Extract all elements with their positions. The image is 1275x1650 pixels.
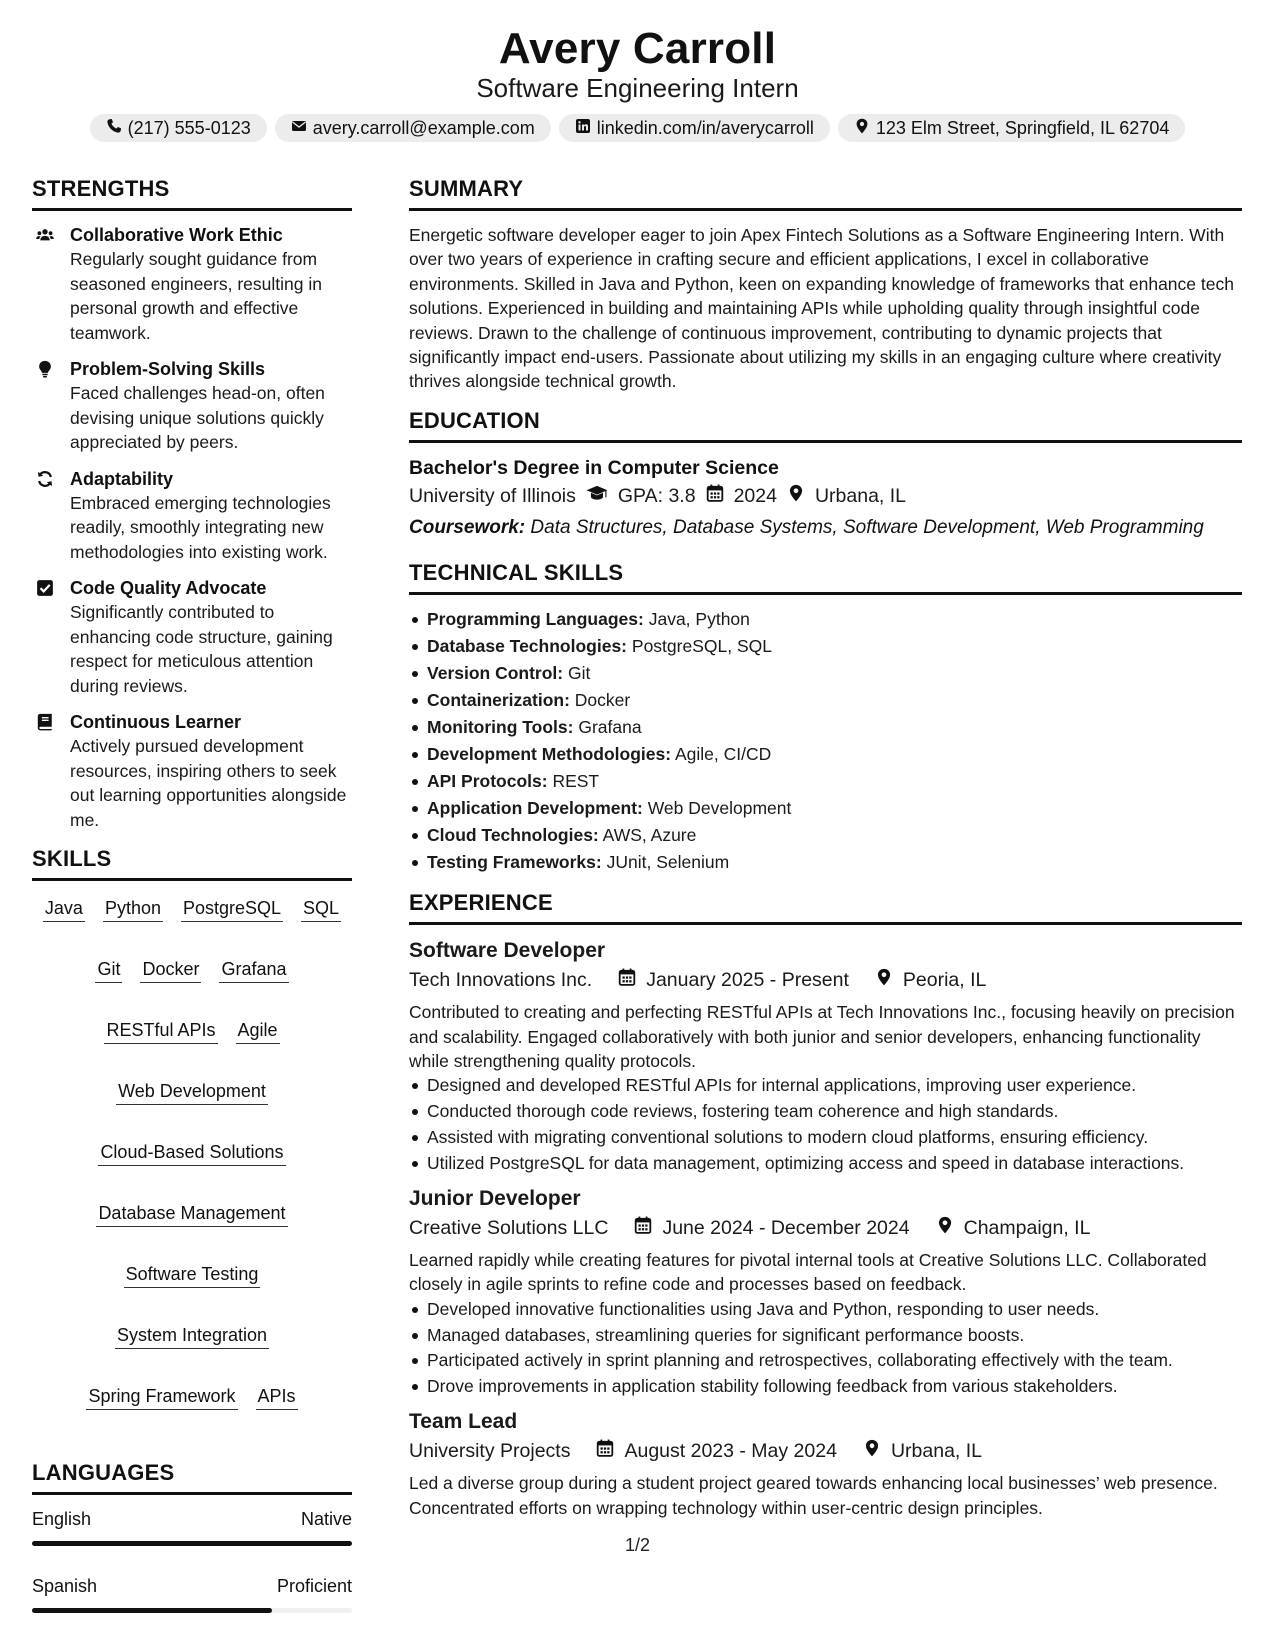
job-location: Peoria, IL xyxy=(902,969,987,992)
experience-section xyxy=(409,890,1242,1520)
education-heading: EDUCATION xyxy=(409,408,1242,443)
map-pin-icon xyxy=(875,965,893,995)
calendar-icon xyxy=(634,1213,652,1243)
school-name: University of Illinois xyxy=(409,484,576,507)
experience-heading: EXPERIENCE xyxy=(409,890,1242,925)
skill-chip: Python xyxy=(103,895,163,922)
education-meta xyxy=(409,481,1242,511)
job-entry xyxy=(409,1185,1242,1398)
coursework xyxy=(409,515,1242,540)
tech-skill-item: Cloud Technologies: AWS, Azure xyxy=(409,823,1242,847)
job-meta xyxy=(409,1213,1242,1243)
technical-skills-list xyxy=(409,607,1242,874)
skills-list xyxy=(32,893,352,1410)
users-icon xyxy=(36,226,54,345)
summary-heading: SUMMARY xyxy=(409,176,1242,211)
job-bullets xyxy=(409,1297,1242,1399)
summary-section xyxy=(409,176,1242,394)
job-meta xyxy=(409,965,1242,995)
tech-skill-item: Version Control: Git xyxy=(409,661,1242,685)
tech-skill-item: Application Development: Web Development xyxy=(409,796,1242,820)
calendar-icon xyxy=(706,481,724,511)
email-contact[interactable] xyxy=(275,114,551,142)
job-entry xyxy=(409,937,1242,1175)
candidate-role: Software Engineering Intern xyxy=(476,73,799,103)
skill-chip: System Integration xyxy=(115,1322,269,1349)
tech-skill-item: Testing Frameworks: JUnit, Selenium xyxy=(409,850,1242,874)
skill-chip: Web Development xyxy=(116,1078,268,1105)
job-location: Urbana, IL xyxy=(890,1440,983,1463)
tech-skill-item: Database Technologies: PostgreSQL, SQL xyxy=(409,634,1242,658)
job-bullet: Participated actively in sprint planning and retrospectives, collaborating effectively with the team. xyxy=(409,1348,1242,1372)
education-location: Urbana, IL xyxy=(814,484,907,507)
job-description: Led a diverse group during a student project geared towards enhancing local businesses’ web presence. Concentrated efforts on wrapping technology within user-centric design principles. xyxy=(409,1473,1218,1518)
tech-skill-item: Programming Languages: Java, Python xyxy=(409,607,1242,631)
strengths-heading: STRENGTHS xyxy=(32,176,352,211)
contact-bar xyxy=(0,114,1275,142)
company-name: Tech Innovations Inc. xyxy=(409,969,593,992)
strength-title: Problem-Solving Skills xyxy=(70,359,266,379)
skill-chip: Java xyxy=(43,895,85,922)
summary-text: Energetic software developer eager to join Apex Fintech Solutions as a Software Engineering Intern. With over two years of experience in crafting secure and efficient applications, I excel in collaborative environments. Skilled in Java and Python, keen on expanding knowledge of frameworks that enhance tech solutions. Experienced in building and maintaining APIs while upholding quality through insightful code reviews. Drawn to the challenge of continuous improvement, contributing to dynamic projects that significantly impact end-users. Passionate about utilizing my skills in an engaging culture where creativity thrives alongside technical growth. xyxy=(409,225,1234,392)
skill-chip: Database Management xyxy=(96,1200,287,1227)
skill-chip: Agile xyxy=(236,1017,280,1044)
tech-skill-item: API Protocols: REST xyxy=(409,769,1242,793)
strength-title: Code Quality Advocate xyxy=(70,578,267,598)
job-bullet: Conducted thorough code reviews, fostering team coherence and high standards. xyxy=(409,1099,1242,1123)
tech-skill-item: Development Methodologies: Agile, CI/CD xyxy=(409,742,1242,766)
company-name: University Projects xyxy=(409,1440,571,1463)
envelope-icon xyxy=(291,118,307,139)
job-title: Software Developer xyxy=(409,939,606,963)
strength-title: Adaptability xyxy=(70,468,174,489)
skill-chip: SQL xyxy=(301,895,341,922)
linkedin-contact[interactable] xyxy=(559,114,830,142)
strengths-section xyxy=(32,176,352,832)
strength-desc: Faced challenges head-on, often devising unique solutions quickly appreciated by peers. xyxy=(70,383,325,452)
strength-desc: Embraced emerging technologies readily, smoothly integrating new methodologies into existing work. xyxy=(70,492,331,562)
language-proficiency-fill xyxy=(32,1608,272,1613)
job-meta xyxy=(409,1436,1242,1466)
language-item xyxy=(32,1574,352,1613)
education-section xyxy=(409,408,1242,540)
language-level: Proficient xyxy=(276,1576,352,1596)
linkedin-icon xyxy=(575,118,591,139)
technical-skills-heading: TECHNICAL SKILLS xyxy=(409,560,1242,595)
map-pin-icon xyxy=(936,1213,954,1243)
skills-section xyxy=(32,846,352,1410)
strength-item xyxy=(32,576,352,698)
tech-skill-item: Containerization: Docker xyxy=(409,688,1242,712)
skill-chip: Git xyxy=(95,956,122,983)
right-column xyxy=(409,176,1242,1520)
company-name: Creative Solutions LLC xyxy=(409,1216,609,1239)
skills-heading: SKILLS xyxy=(32,846,352,881)
strength-item xyxy=(32,223,352,345)
job-bullets xyxy=(409,1073,1242,1175)
skill-chip: APIs xyxy=(256,1383,298,1410)
job-bullet: Drove improvements in application stability following feedback from various stakeholders. xyxy=(409,1374,1242,1398)
job-title: Junior Developer xyxy=(409,1186,581,1210)
map-pin-icon xyxy=(787,481,805,511)
strength-item xyxy=(32,357,352,455)
tech-skill-item: Monitoring Tools: Grafana xyxy=(409,715,1242,739)
job-bullet: Managed databases, streamlining queries for significant performance boosts. xyxy=(409,1323,1242,1347)
language-name: English xyxy=(32,1509,92,1529)
technical-skills-section xyxy=(409,560,1242,874)
graduation-cap-icon xyxy=(586,481,608,511)
job-description: Learned rapidly while creating features for pivotal internal tools at Creative Solutions LLC. Collaborated closely in agile sprints to refine code and processes based on feedback. xyxy=(409,1249,1207,1295)
strength-desc: Actively pursued development resources, inspiring others to seek out learning opportunities alongside me. xyxy=(70,736,347,830)
skill-chip: PostgreSQL xyxy=(181,895,283,922)
page-number: 1/2 xyxy=(624,1535,651,1555)
job-description: Contributed to creating and perfecting RESTful APIs at Tech Innovations Inc., focusing heavily on precision and scalability. Engaged collaboratively with both junior and senior developers, enhancing functionality while strengthening quality protocols. xyxy=(409,1002,1235,1072)
left-column xyxy=(32,176,352,1641)
calendar-icon xyxy=(618,965,636,995)
coursework-label: Coursework: xyxy=(409,516,526,538)
strength-item xyxy=(32,710,352,832)
lightbulb-icon xyxy=(36,360,54,455)
skill-chip: Spring Framework xyxy=(86,1383,237,1410)
checkbox-icon xyxy=(36,579,54,698)
calendar-icon xyxy=(596,1436,614,1466)
strength-title: Continuous Learner xyxy=(70,712,242,732)
coursework-list: Data Structures, Database Systems, Software Development, Web Programming xyxy=(530,516,1204,538)
strength-desc: Regularly sought guidance from seasoned engineers, resulting in personal growth and effective teamwork. xyxy=(70,249,322,343)
strength-desc: Significantly contributed to enhancing code structure, gaining respect for meticulous attention during reviews. xyxy=(70,602,333,696)
job-entry xyxy=(409,1408,1242,1520)
strength-title: Collaborative Work Ethic xyxy=(70,225,283,245)
languages-heading: LANGUAGES xyxy=(32,1460,352,1495)
language-proficiency-bar xyxy=(32,1608,352,1613)
map-pin-icon xyxy=(863,1436,881,1466)
phone-contact[interactable] xyxy=(90,114,267,142)
skill-chip: Cloud-Based Solutions xyxy=(98,1139,285,1166)
map-pin-icon xyxy=(854,118,870,139)
skill-chip: Software Testing xyxy=(124,1261,261,1288)
phone-icon xyxy=(106,118,122,139)
job-bullet: Assisted with migrating conventional solutions to modern cloud platforms, ensuring efficiency. xyxy=(409,1125,1242,1149)
gpa-text: GPA: 3.8 xyxy=(617,484,696,507)
job-bullet: Developed innovative functionalities using Java and Python, responding to user needs. xyxy=(409,1297,1242,1321)
strength-item xyxy=(32,467,352,565)
job-dates: June 2024 - December 2024 xyxy=(662,1216,910,1239)
email-text: avery.carroll@example.com xyxy=(312,117,535,138)
phone-text: (217) 555-0123 xyxy=(127,117,251,138)
candidate-name: Avery Carroll xyxy=(498,24,777,73)
address-text: 123 Elm Street, Springfield, IL 62704 xyxy=(875,117,1170,138)
skill-chip: Docker xyxy=(140,956,201,983)
skill-chip: Grafana xyxy=(219,956,288,983)
job-title: Team Lead xyxy=(409,1410,518,1434)
book-icon xyxy=(36,713,54,832)
job-dates: August 2023 - May 2024 xyxy=(624,1440,837,1463)
language-name: Spanish xyxy=(32,1576,98,1596)
graduation-year: 2024 xyxy=(733,484,777,507)
skill-chip: RESTful APIs xyxy=(104,1017,217,1044)
job-bullet: Utilized PostgreSQL for data management, optimizing access and speed in database interactions. xyxy=(409,1151,1242,1175)
linkedin-text: linkedin.com/in/averycarroll xyxy=(596,117,814,138)
job-dates: January 2025 - Present xyxy=(646,969,849,992)
job-bullet: Designed and developed RESTful APIs for internal applications, improving user experience. xyxy=(409,1073,1242,1097)
job-location: Champaign, IL xyxy=(963,1216,1091,1239)
degree-title: Bachelor's Degree in Computer Science xyxy=(409,456,779,479)
address-contact[interactable] xyxy=(838,114,1186,142)
language-level: Native xyxy=(300,1509,352,1529)
sync-icon xyxy=(36,470,54,565)
